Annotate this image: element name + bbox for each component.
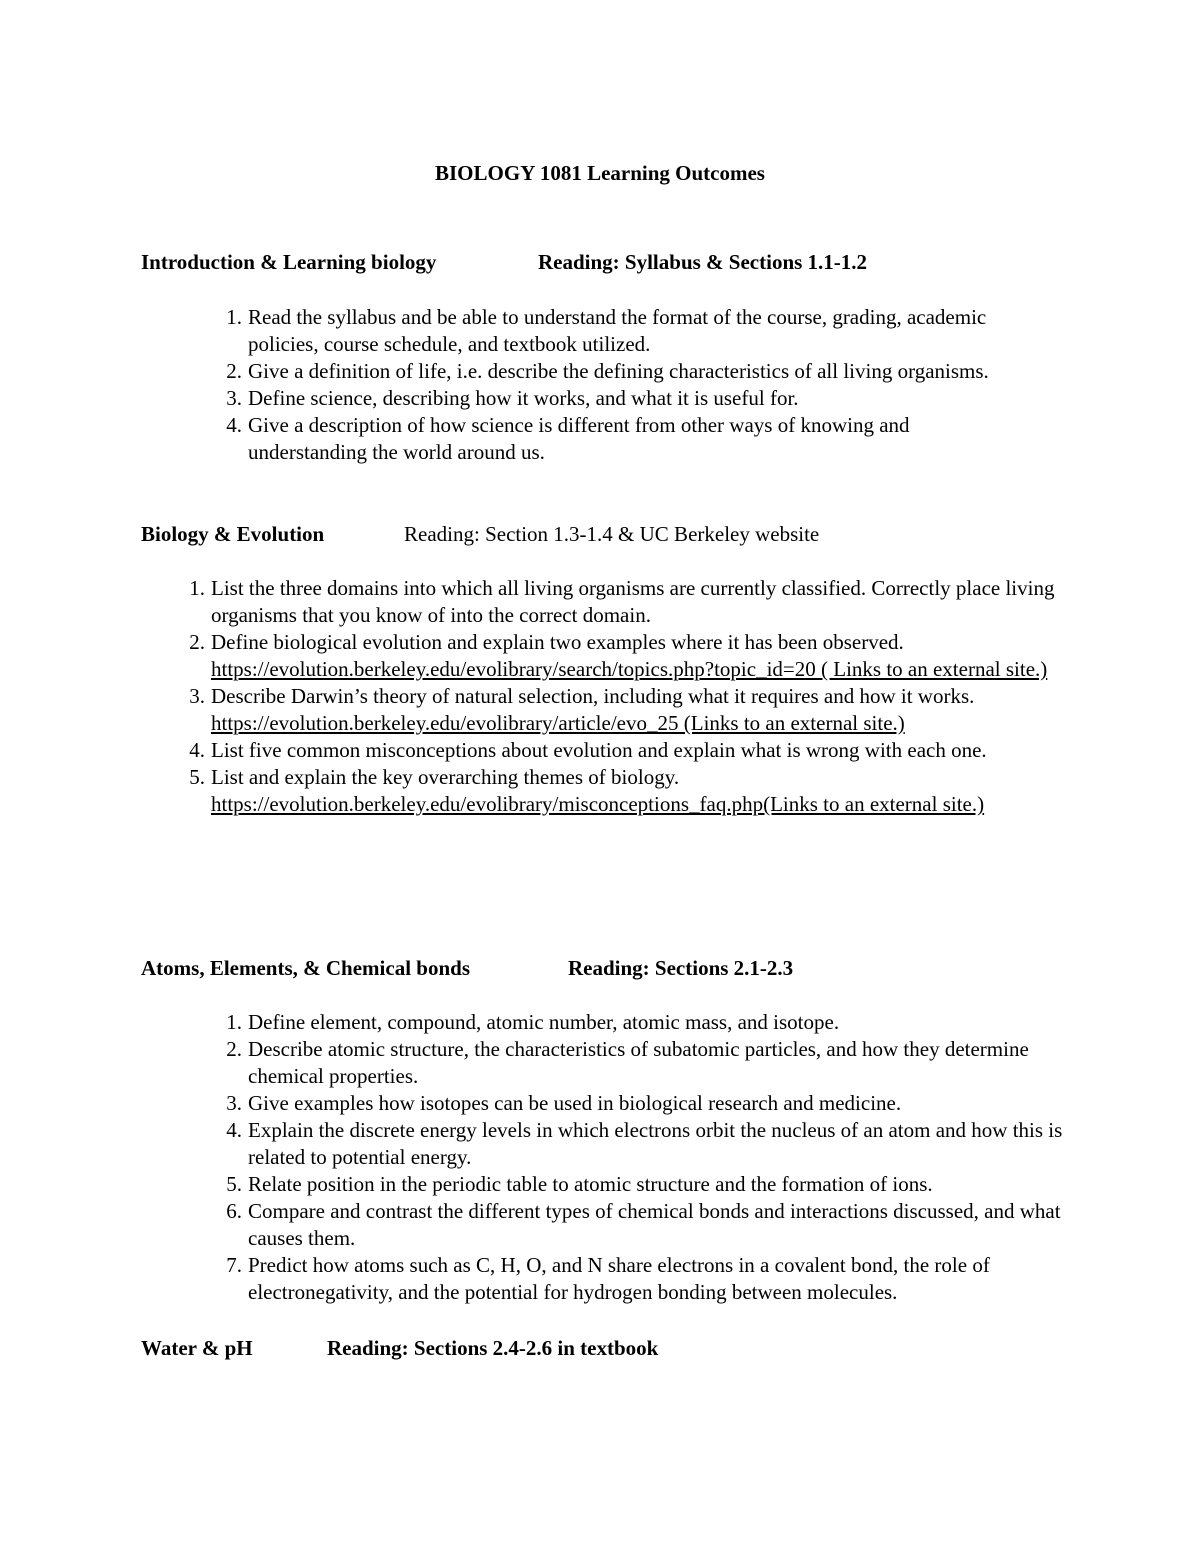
section-heading-evolution xyxy=(141,521,820,548)
list-item: 7. Predict how atoms such as C, H, O, and N share electrons in a covalent bond, the role of electronegativity, and the potential for hydrogen bonding between molecules. xyxy=(226,1253,990,1304)
list-item: 4. List five common misconceptions about evolution and explain what is wrong with each one. xyxy=(189,738,987,762)
external-link-misconceptions-faq[interactable]: https://evolution.berkeley.edu/evolibrary/misconceptions_faq.php(Links to an external site.) xyxy=(211,792,985,816)
list-item: 3. Give examples how isotopes can be used in biological research and medicine. xyxy=(226,1091,902,1115)
list-item: 1. Read the syllabus and be able to understand the format of the course, grading, academic policies, course schedule, and textbook utilized. xyxy=(226,305,987,356)
list-item: 6. Compare and contrast the different types of chemical bonds and interactions discussed, and what causes them. xyxy=(226,1199,1061,1250)
outcome-list-atoms xyxy=(226,1009,1063,1306)
section-reading: Reading: Syllabus & Sections 1.1-1.2 xyxy=(538,250,868,274)
list-item: 5. List and explain the key overarching themes of biology. https://evolution.berkeley.edu/evolibrary/misconceptions_faq.php(Links to an external site.) xyxy=(189,765,985,816)
outcome-list-evolution xyxy=(189,575,1061,818)
section-subject: Atoms, Elements, & Chemical bonds xyxy=(141,956,470,980)
list-item: 4. Explain the discrete energy levels in which electrons orbit the nucleus of an atom and how this is related to potential energy. xyxy=(226,1118,1063,1169)
list-item: 2. Describe atomic structure, the characteristics of subatomic particles, and how they determine chemical properties. xyxy=(226,1037,1029,1088)
section-heading-intro xyxy=(141,249,868,276)
section-heading-atoms xyxy=(141,955,794,982)
list-item: 4. Give a description of how science is different from other ways of knowing and understanding the world around us. xyxy=(226,413,910,464)
list-item: 1. Define element, compound, atomic number, atomic mass, and isotope. xyxy=(226,1010,840,1034)
list-item: 2. Give a definition of life, i.e. describe the defining characteristics of all living organisms. xyxy=(226,359,989,383)
list-item: 2. Define biological evolution and explain two examples where it has been observed. https://evolution.berkeley.edu/evolibrary/search/topics.php?topic_id=20 ( Links to an external site.) xyxy=(189,630,1048,681)
section-reading: Reading: Sections 2.4-2.6 in textbook xyxy=(327,1336,659,1360)
external-link-evolution-topics[interactable]: https://evolution.berkeley.edu/evolibrary/search/topics.php?topic_id=20 ( Links to an external site.) xyxy=(211,657,1048,681)
section-subject: Introduction & Learning biology xyxy=(141,250,437,274)
section-reading: Reading: Section 1.3-1.4 & UC Berkeley website xyxy=(404,522,820,546)
list-item: 3. Describe Darwin’s theory of natural selection, including what it requires and how it works. https://evolution.berkeley.edu/evolibrary/article/evo_25 (Links to an external site.) xyxy=(189,684,975,735)
list-item: 3. Define science, describing how it works, and what it is useful for. xyxy=(226,386,799,410)
section-subject: Water & pH xyxy=(141,1336,253,1360)
outcome-list-intro xyxy=(226,304,1018,466)
section-subject: Biology & Evolution xyxy=(141,522,325,546)
list-item: 1. List the three domains into which all living organisms are currently classified. Correctly place living organisms that you know of into the correct domain. xyxy=(189,576,1055,627)
section-reading: Reading: Sections 2.1-2.3 xyxy=(568,956,794,980)
external-link-evo-25[interactable]: https://evolution.berkeley.edu/evolibrary/article/evo_25 (Links to an external site.) xyxy=(211,711,905,735)
list-item: 5. Relate position in the periodic table to atomic structure and the formation of ions. xyxy=(226,1172,933,1196)
section-heading-water xyxy=(141,1335,659,1362)
page-title: BIOLOGY 1081 Learning Outcomes xyxy=(435,161,765,185)
